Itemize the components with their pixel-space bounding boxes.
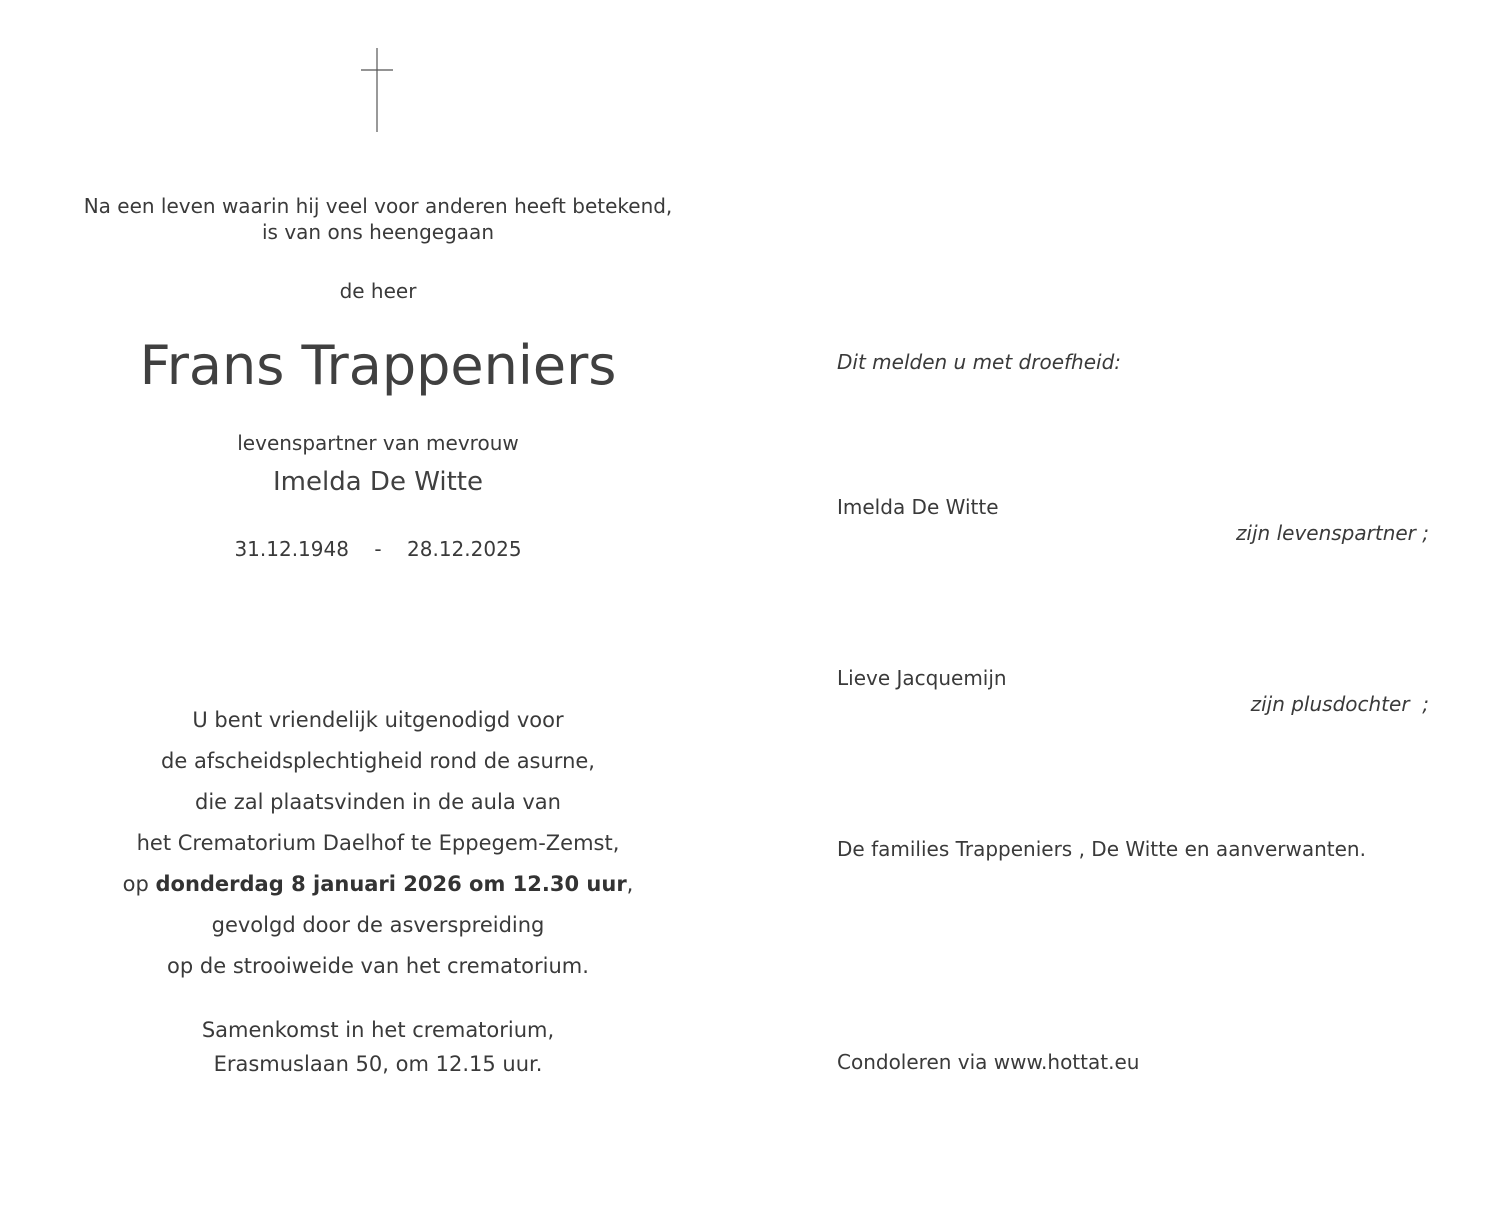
invitation-line-2: de afscheidsplechtigheid rond de asurne, — [161, 749, 595, 773]
mourner-entry — [837, 494, 1429, 546]
ceremony-datetime: donderdag 8 januari 2026 om 12.30 uur — [155, 872, 627, 896]
gathering-line-2: Erasmuslaan 50, om 12.15 uur. — [213, 1052, 543, 1076]
invitation-line-5-suffix: , — [626, 872, 634, 896]
intro-line-1: Na een leven waarin hij veel voor anderen heeft betekend, — [83, 194, 673, 218]
invitation-line-1: U bent vriendelijk uitgenodigd voor — [192, 708, 564, 732]
invitation-line-5-prefix: op — [122, 872, 156, 896]
invitation-text — [60, 700, 696, 987]
mourner-relation: zijn plusdochter ; — [1250, 692, 1429, 716]
invitation-line-3: die zal plaatsvinden in de aula van — [195, 790, 561, 814]
salutation: de heer — [339, 279, 417, 303]
deceased-name: Frans Trappeniers — [139, 334, 617, 397]
invitation-line-7: op de strooiweide van het crematorium. — [167, 954, 589, 978]
invitation-line-4: het Crematorium Daelhof te Eppegem-Zemst, — [136, 831, 620, 855]
partner-label: levenspartner van mevrouw — [237, 431, 519, 455]
announcement-heading: Dit melden u met droefheid: — [837, 350, 1122, 374]
invitation-line-5 — [60, 864, 696, 905]
gathering-text — [60, 1013, 696, 1081]
cross-icon — [359, 48, 395, 132]
families-line: De families Trappeniers , De Witte en aanverwanten. — [837, 837, 1366, 861]
mourner-name: Lieve Jacquemijn — [837, 666, 1007, 690]
mourner-entry — [837, 665, 1429, 717]
mourner-relation: zijn levenspartner ; — [1235, 521, 1429, 545]
condolences-line: Condoleren via www.hottat.eu — [837, 1050, 1140, 1074]
invitation-line-6: gevolgd door de asverspreiding — [211, 913, 545, 937]
mourner-name: Imelda De Witte — [837, 495, 999, 519]
intro-text — [60, 193, 696, 245]
partner-name: Imelda De Witte — [273, 467, 483, 497]
life-dates: 31.12.1948 - 28.12.2025 — [234, 537, 522, 561]
gathering-line-1: Samenkomst in het crematorium, — [201, 1018, 555, 1042]
intro-line-2: is van ons heengegaan — [262, 220, 494, 244]
